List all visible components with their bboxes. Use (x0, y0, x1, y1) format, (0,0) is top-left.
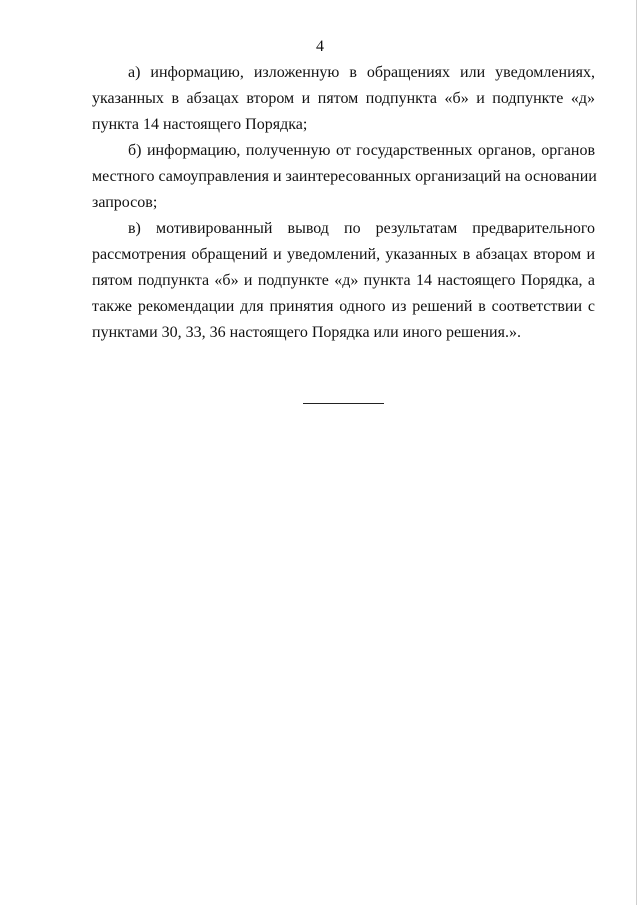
paragraph-b (92, 138, 595, 216)
text-line: также рекомендации для принятия одного из решений в соответствии с (92, 298, 595, 315)
end-of-document-rule (303, 403, 384, 404)
text-line: запросов; (92, 194, 158, 211)
text-line: местного самоуправления и заинтересованных организаций на основании (92, 168, 597, 185)
text-line: пункта 14 настоящего Порядка; (92, 116, 308, 133)
paragraph-a (92, 60, 595, 138)
text-line: указанных в абзацах втором и пятом подпункта «б» и подпункте «д» (92, 90, 595, 107)
paragraph-v (92, 216, 595, 346)
document-body (92, 60, 595, 346)
text-line: б) информацию, полученную от государственных органов, органов (128, 142, 595, 159)
text-line: а) информацию, изложенную в обращениях или уведомлениях, (128, 64, 595, 81)
text-line: рассмотрения обращений и уведомлений, указанных в абзацах втором и (92, 246, 595, 263)
text-line: в) мотивированный вывод по результатам предварительного (128, 220, 595, 237)
text-line: пятом подпункта «б» и подпункте «д» пункта 14 настоящего Порядка, а (92, 272, 595, 289)
page-edge (636, 0, 637, 905)
page-number: 4 (316, 38, 324, 55)
text-line: пунктами 30, 33, 36 настоящего Порядка или иного решения.». (92, 324, 521, 341)
